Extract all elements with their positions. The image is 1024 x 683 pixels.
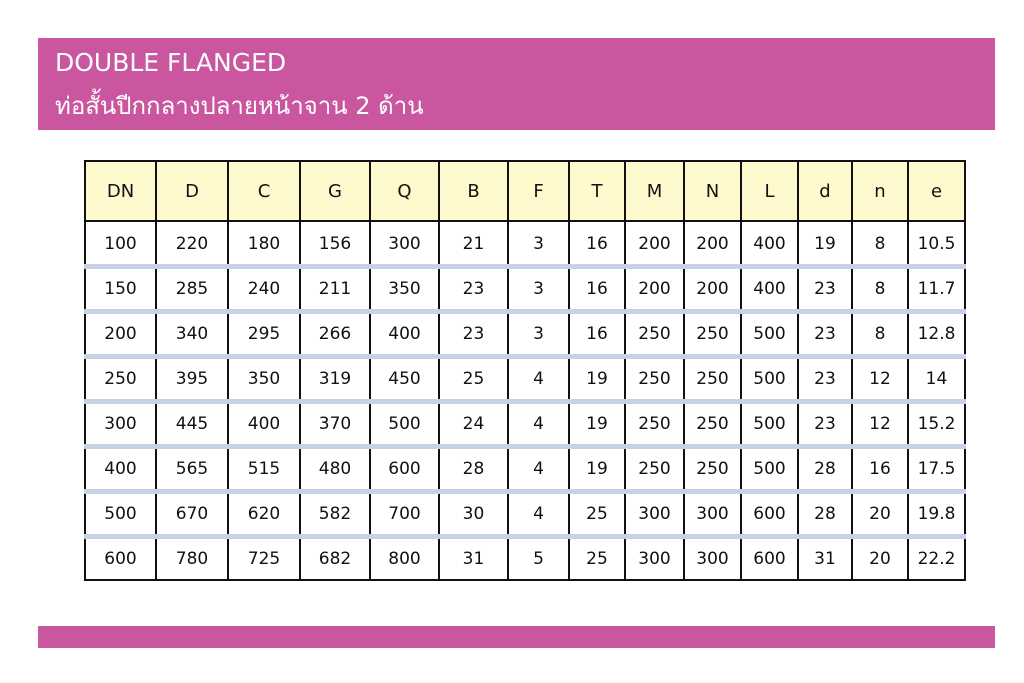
table-cell: 30 [439,492,508,537]
column-header: D [156,161,228,221]
table-cell: 11.7 [908,267,965,312]
table-cell: 445 [156,402,228,447]
column-header: B [439,161,508,221]
column-header: Q [370,161,439,221]
table-cell: 150 [85,267,156,312]
table-cell: 250 [625,312,684,357]
table-cell: 250 [625,402,684,447]
table-cell: 3 [508,267,569,312]
column-header: F [508,161,569,221]
table-cell: 285 [156,267,228,312]
table-cell: 400 [370,312,439,357]
table-cell: 25 [569,537,625,581]
table-cell: 725 [228,537,300,581]
dimension-table [84,160,966,581]
table-cell: 500 [370,402,439,447]
table-cell: 8 [852,267,908,312]
table-cell: 295 [228,312,300,357]
table-body [85,221,965,580]
table-cell: 8 [852,221,908,267]
table-cell: 4 [508,402,569,447]
table-cell: 16 [569,221,625,267]
table-cell: 400 [741,221,798,267]
table-cell: 16 [569,267,625,312]
table-cell: 180 [228,221,300,267]
table-cell: 23 [798,312,852,357]
table-cell: 600 [85,537,156,581]
table-cell: 4 [508,357,569,402]
table-cell: 700 [370,492,439,537]
table-cell: 565 [156,447,228,492]
table-cell: 250 [684,402,741,447]
table-cell: 156 [300,221,370,267]
table-cell: 300 [625,537,684,581]
table-cell: 500 [741,357,798,402]
table-row [85,402,965,447]
table-cell: 250 [625,447,684,492]
page-title: DOUBLE FLANGED [55,48,287,77]
table-cell: 4 [508,492,569,537]
table-row [85,357,965,402]
table-cell: 12 [852,402,908,447]
table-cell: 250 [625,357,684,402]
table-cell: 3 [508,221,569,267]
table-cell: 300 [85,402,156,447]
column-header: d [798,161,852,221]
table-cell: 23 [798,357,852,402]
table-cell: 14 [908,357,965,402]
table-cell: 19 [569,357,625,402]
table-cell: 250 [85,357,156,402]
table-cell: 100 [85,221,156,267]
table-cell: 16 [569,312,625,357]
table-cell: 582 [300,492,370,537]
table-cell: 780 [156,537,228,581]
table-row [85,492,965,537]
header-band [38,38,995,130]
table-cell: 240 [228,267,300,312]
table-cell: 25 [569,492,625,537]
table-cell: 340 [156,312,228,357]
table-cell: 266 [300,312,370,357]
column-header: T [569,161,625,221]
table-cell: 200 [85,312,156,357]
table-cell: 20 [852,492,908,537]
table-cell: 19.8 [908,492,965,537]
table-cell: 395 [156,357,228,402]
table-cell: 250 [684,357,741,402]
table-cell: 19 [798,221,852,267]
table-cell: 400 [741,267,798,312]
table-cell: 17.5 [908,447,965,492]
table-cell: 500 [741,402,798,447]
table-cell: 23 [439,312,508,357]
table-row [85,447,965,492]
table-cell: 23 [439,267,508,312]
table-cell: 250 [684,447,741,492]
table-cell: 31 [439,537,508,581]
table-cell: 21 [439,221,508,267]
table-cell: 5 [508,537,569,581]
column-header: C [228,161,300,221]
table-row [85,312,965,357]
table-cell: 12 [852,357,908,402]
table-cell: 22.2 [908,537,965,581]
column-header: L [741,161,798,221]
table-cell: 450 [370,357,439,402]
table-cell: 20 [852,537,908,581]
table-cell: 500 [741,312,798,357]
table-cell: 28 [439,447,508,492]
table-cell: 19 [569,402,625,447]
footer-band [38,626,995,648]
column-header: e [908,161,965,221]
table-cell: 400 [85,447,156,492]
table-cell: 23 [798,402,852,447]
table-cell: 200 [684,221,741,267]
table-cell: 350 [370,267,439,312]
table-cell: 16 [852,447,908,492]
table-cell: 220 [156,221,228,267]
table-row [85,267,965,312]
table-cell: 24 [439,402,508,447]
page-subtitle-thai: ท่อสั้นปีกกลางปลายหน้าจาน 2 ด้าน [55,92,424,120]
table-cell: 300 [625,492,684,537]
table-cell: 515 [228,447,300,492]
table-cell: 8 [852,312,908,357]
table-cell: 300 [684,537,741,581]
table-cell: 15.2 [908,402,965,447]
table-cell: 800 [370,537,439,581]
table-cell: 500 [741,447,798,492]
table-cell: 600 [370,447,439,492]
table-cell: 600 [741,537,798,581]
table-row [85,537,965,581]
table-cell: 4 [508,447,569,492]
table-cell: 250 [684,312,741,357]
table-cell: 300 [684,492,741,537]
table-cell: 500 [85,492,156,537]
table-cell: 480 [300,447,370,492]
table-cell: 28 [798,447,852,492]
table-cell: 620 [228,492,300,537]
table-cell: 23 [798,267,852,312]
table-header-row [85,161,965,221]
column-header: DN [85,161,156,221]
table-cell: 3 [508,312,569,357]
table-cell: 319 [300,357,370,402]
table-cell: 300 [370,221,439,267]
table-cell: 12.8 [908,312,965,357]
table-cell: 350 [228,357,300,402]
column-header: n [852,161,908,221]
table-cell: 19 [569,447,625,492]
table-cell: 682 [300,537,370,581]
table-cell: 370 [300,402,370,447]
column-header: G [300,161,370,221]
table-cell: 28 [798,492,852,537]
table-cell: 25 [439,357,508,402]
table-cell: 600 [741,492,798,537]
column-header: M [625,161,684,221]
table-cell: 200 [625,267,684,312]
table-cell: 10.5 [908,221,965,267]
column-header: N [684,161,741,221]
table-cell: 31 [798,537,852,581]
table-cell: 200 [684,267,741,312]
table-row [85,221,965,267]
table-cell: 211 [300,267,370,312]
table-cell: 200 [625,221,684,267]
table-cell: 670 [156,492,228,537]
table-cell: 400 [228,402,300,447]
